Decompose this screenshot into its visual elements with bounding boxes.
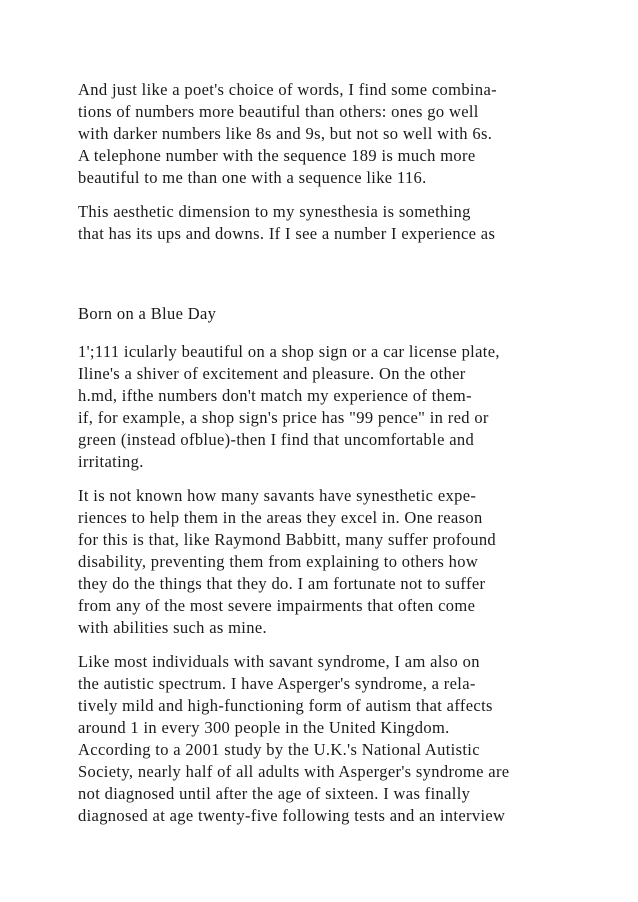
text-line: disability, preventing them from explaining to others how: [78, 552, 479, 571]
text-line: h.md, ifthe numbers don't match my experience of them-: [78, 386, 472, 405]
text-line: beautiful to me than one with a sequence like 116.: [78, 168, 427, 187]
text-line: Society, nearly half of all adults with Asperger's syndrome are: [78, 762, 510, 781]
text-line: 1';111 icularly beautiful on a shop sign or a car license plate,: [78, 342, 500, 361]
text-line: A telephone number with the sequence 189 is much more: [78, 146, 476, 165]
text-line: not diagnosed until after the age of sixteen. I was finally: [78, 784, 471, 803]
text-line: Iline's a shiver of excitement and pleasure. On the other: [78, 364, 466, 383]
text-line: if, for example, a shop sign's price has "99 pence" in red or: [78, 408, 489, 427]
running-header: Born on a Blue Day: [78, 304, 217, 323]
text-line: diagnosed at age twenty-five following tests and an interview: [78, 806, 506, 825]
text-line: tively mild and high-functioning form of autism that affects: [78, 696, 493, 715]
text-line: It is not known how many savants have synesthetic expe-: [78, 486, 477, 505]
text-line: the autistic spectrum. I have Asperger's syndrome, a rela-: [78, 674, 476, 693]
text-line: that has its ups and downs. If I see a number I experience as: [78, 224, 496, 243]
text-line: This aesthetic dimension to my synesthesia is something: [78, 202, 471, 221]
text-line: with abilities such as mine.: [78, 618, 267, 637]
text-line: green (instead ofblue)-then I find that uncomfortable and: [78, 430, 475, 449]
text-line: Like most individuals with savant syndrome, I am also on: [78, 652, 480, 671]
text-line: According to a 2001 study by the U.K.'s National Autistic: [78, 740, 480, 759]
text-line: irritating.: [78, 452, 144, 471]
text-line: tions of numbers more beautiful than others: ones go well: [78, 102, 479, 121]
text-line: they do the things that they do. I am fortunate not to suffer: [78, 574, 486, 593]
text-line: with darker numbers like 8s and 9s, but not so well with 6s.: [78, 124, 493, 143]
text-line: And just like a poet's choice of words, I find some combina-: [78, 80, 497, 99]
text-line: around 1 in every 300 people in the United Kingdom.: [78, 718, 450, 737]
text-line: for this is that, like Raymond Babbitt, many suffer profound: [78, 530, 497, 549]
text-line: from any of the most severe impairments that often come: [78, 596, 476, 615]
text-line: riences to help them in the areas they excel in. One reason: [78, 508, 483, 527]
